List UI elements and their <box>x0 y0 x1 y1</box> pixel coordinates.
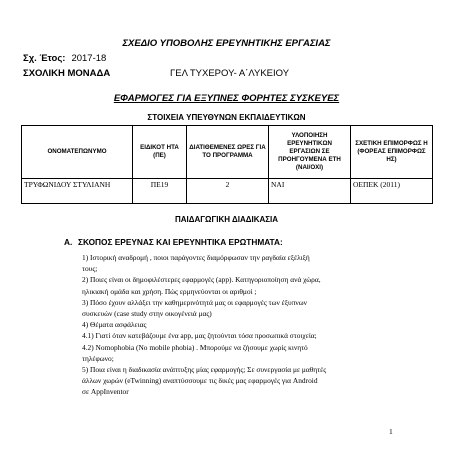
project-title: ΕΦΑΡΜΟΓΕΣ ΓΙΑ ΕΞΥΠΝΕΣ ΦΟΡΗΤΕΣ ΣΥΣΚΕΥΕΣ <box>113 93 340 104</box>
school-year-label: Σχ. Έτος: <box>23 53 66 64</box>
list-item: ηλικιακή ομάδα και χρήση. Πώς ερμηνεύονται οι αριθμοί ; <box>82 286 257 296</box>
page-number: 1 <box>389 427 393 436</box>
cell-name: ΤΡΥΦΩΝΙΔΟΥ ΣΤΥΛΙΑΝΗ <box>22 179 133 204</box>
document-title: ΣΧΕΔΙΟ ΥΠΟΒΟΛΗΣ ΕΡΕΥΝΗΤΙΚΗΣ ΕΡΓΑΣΙΑΣ <box>122 38 331 49</box>
list-item: άλλων χωρών (eTwinning) αναπτύσσουμε τις δικές μας εφαρμογές για Android <box>82 376 318 386</box>
column-header-name: ΟΝΟΜΑΤΕΠΩΝΥΜΟ <box>22 126 133 179</box>
list-item: 4.1) Γιατί όταν κατεβάζουμε ένα app, μας ζητούνται τόσα προσωπικά στοιχεία; <box>82 331 317 341</box>
list-item: συσκευών (case study στην οικογένειά μας) <box>82 309 212 319</box>
school-unit-value: ΓΕΛ ΤΥΧΕΡΟΥ- Α΄ΛΥΚΕΙΟΥ <box>170 68 290 79</box>
list-item: τους; <box>82 264 98 274</box>
table-header-row <box>22 126 433 179</box>
column-header-hours: ΔΙΑΤΙΘΕΜΕΝΕΣ ΩΡΕΣ ΓΙΑ ΤΟ ΠΡΟΓΡΑΜΜΑ <box>187 126 269 179</box>
school-unit-label: ΣΧΟΛΙΚΗ ΜΟΝΑΔΑ <box>23 68 111 79</box>
list-item: 4.2) Nomophobia (No mobile phobia) . Μπορούμε να ζήσουμε χωρίς κινητό <box>82 342 308 352</box>
cell-training: ΟΕΠΕΚ (2011) <box>351 179 433 204</box>
table-row <box>22 179 433 204</box>
research-heading <box>64 237 283 247</box>
pedagogical-process-heading: ΠΑΙΔΑΓΩΓΙΚΗ ΔΙΑΔΙΚΑΣΙΑ <box>174 215 279 224</box>
cell-previous-projects: ΝΑΙ <box>269 179 351 204</box>
school-year-line <box>23 53 106 64</box>
research-heading-text: ΣΚΟΠΟΣ ΕΡΕΥΝΑΣ ΚΑΙ ΕΡΕΥΝΗΤΙΚΑ ΕΡΩΤΗΜΑΤΑ: <box>78 237 283 247</box>
list-item: 1) Ιστορική αναδρομή , ποιοι παράγοντες διαμόρφωσαν την ραγδαία εξέλιξή <box>82 253 310 262</box>
staff-table <box>21 125 433 204</box>
list-item: 3) Πόσο έχουν αλλάξει την καθημερινότητά μας οι εφαρμογές των έξυπνων <box>82 297 307 307</box>
school-year-value: 2017-18 <box>71 53 107 64</box>
cell-specialty: ΠΕ19 <box>133 179 187 204</box>
list-item: τηλέφωνο; <box>82 353 114 363</box>
staff-section-heading: ΣΤΟΙΧΕΙΑ ΥΠΕΥΘΥΝΩΝ ΕΚΠΑΙΔΕΥΤΙΚΩΝ <box>147 113 306 122</box>
cell-hours: 2 <box>187 179 269 204</box>
school-unit-line <box>23 68 110 79</box>
column-header-training: ΣΧΕΤΙΚΗ ΕΠΙΜΟΡΦΩΣ Η (ΦΟΡΕΑΣ ΕΠΙΜΟΡΦΩΣ ΗΣ) <box>351 126 433 179</box>
column-header-specialty: ΕΙΔΙΚΟΤ ΗΤΑ (ΠΕ) <box>133 126 187 179</box>
list-item: 4) Θέματα ασφάλειας <box>82 320 147 330</box>
list-item: 5) Ποια είναι η διαδικασία ανάπτυξης μίας εφαρμογής; Σε συνεργασία με μαθητές <box>82 365 327 375</box>
column-header-previous-projects: ΥΛΟΠΟΙΗΣΗ ΕΡΕΥΝΗΤΙΚΩΝ ΕΡΓΑΣΙΩΝ ΣΕ ΠΡΟΗΓΟΥΜΕΝΑ ΕΤΗ (ΝΑΙ/ΟΧΙ) <box>269 126 351 179</box>
list-item: 2) Ποιες είναι οι δημοφιλέστερες εφαρμογές (app). Κατηγοριοποίηση ανά χώρα, <box>82 275 321 285</box>
research-questions <box>82 252 402 398</box>
research-heading-letter: Α. <box>64 237 73 247</box>
list-item: σε AppInventor <box>82 387 129 397</box>
